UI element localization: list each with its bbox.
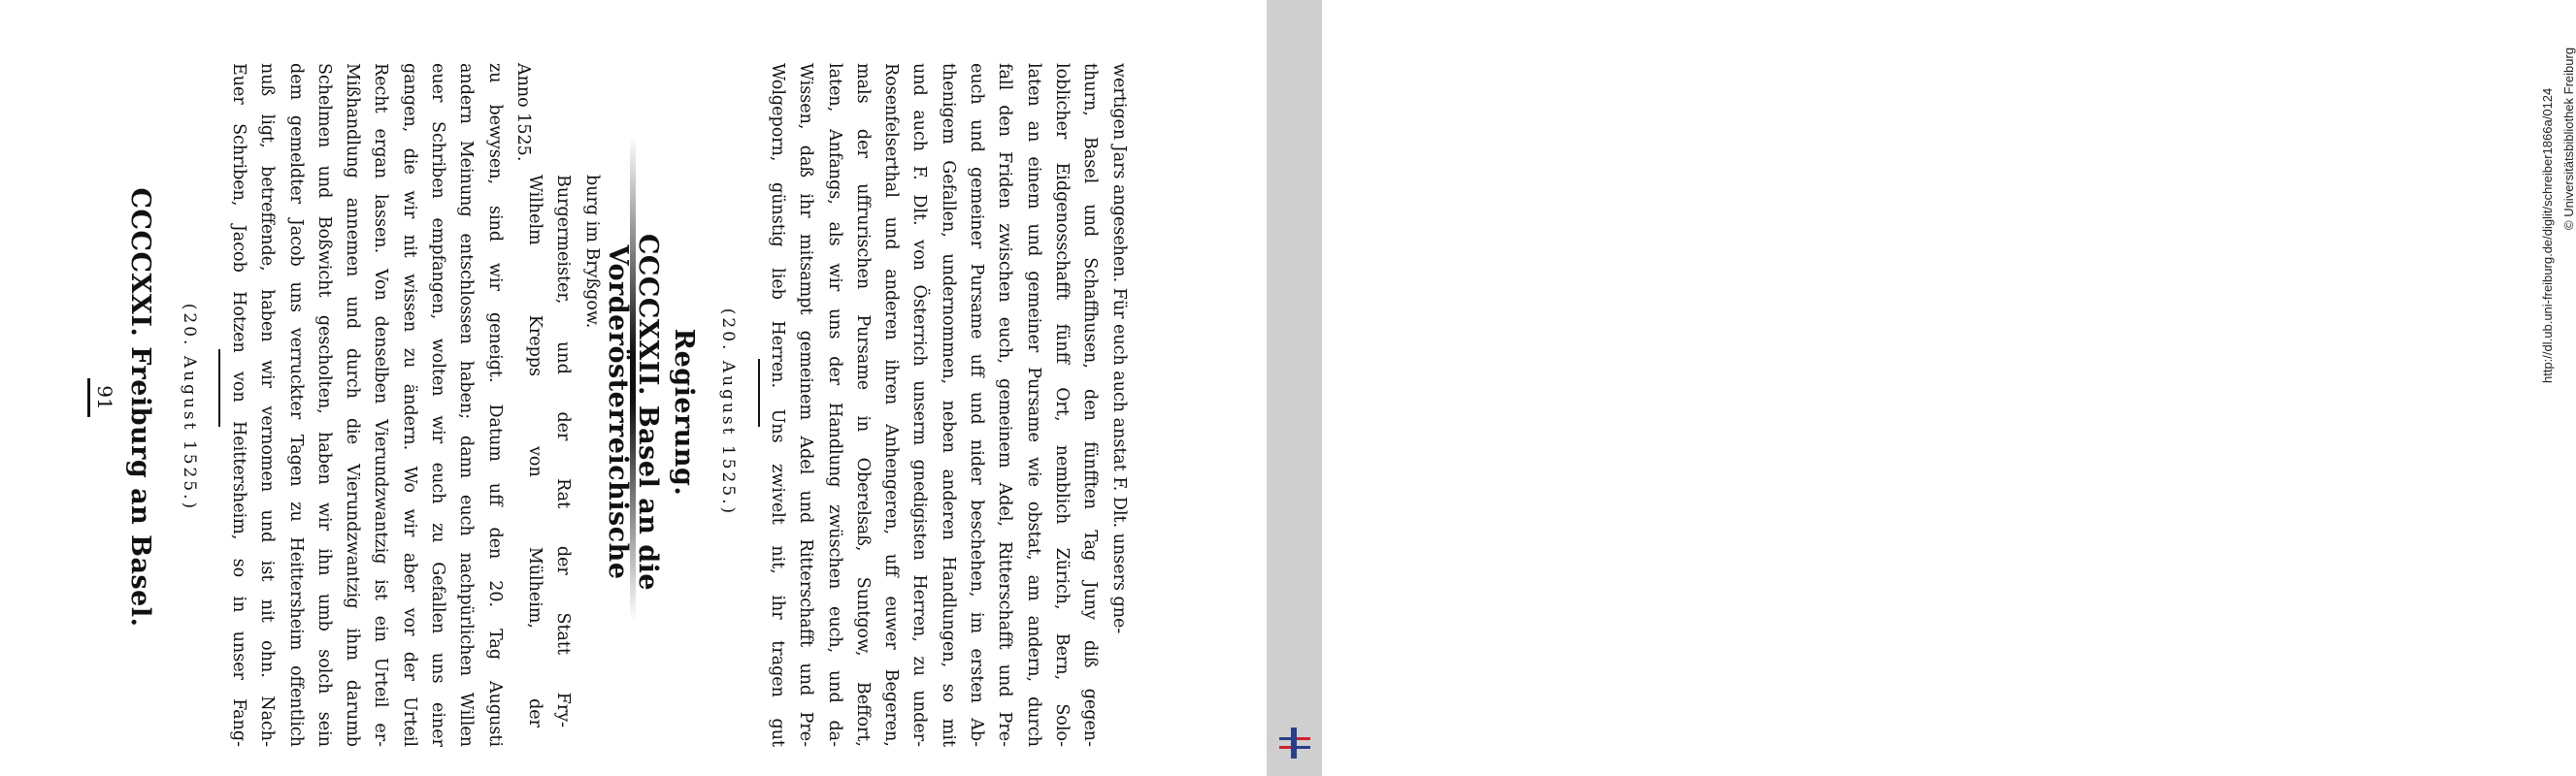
library-logo-icon[interactable] <box>1277 726 1312 760</box>
doc1-signature-line: Wilhelm Krepps von Mülheim, der <box>525 175 545 728</box>
page-number-rule <box>87 378 90 417</box>
doc2-heading-line2: Regierung. <box>669 328 699 497</box>
doc1-signature-line: burg im Bryßgow. <box>581 175 602 329</box>
doc2-text-line: wertigen Jars angesehen. Für euch auch anstat F. Dlt. unsers gne- <box>1108 63 1129 634</box>
viewer-sidebar <box>1267 0 2576 776</box>
doc1-text-line: Schelmen und Boßwicht gescholten, haben wir ihn umb solch sein <box>314 63 334 747</box>
source-url[interactable]: http://dl.ub.uni-freiburg.de/diglit/schreiber1866a/0124 <box>2540 87 2555 383</box>
doc2-text-line: thurn, Basel und Schaffhusen, den fünfften Tag Juny diß gegen- <box>1080 63 1101 747</box>
doc2-text-line: Wolgeporn, günstig lieb Herren. Uns zwivelt nit, ihr tragen gut <box>768 63 787 747</box>
doc2-text-line: und auch F. Dlt. von Österrich unserm gnedigisten Herren, zu under- <box>909 63 930 747</box>
page-number: 91 <box>93 385 116 410</box>
doc1-text-line: zu bewysen, sind wir geneigt. Datum uff den 20. Tag Augusti <box>484 63 505 747</box>
document-page <box>0 0 1267 776</box>
doc1-text-line: nuß ligt, betreffende, haben wir vernomen und ist nit ohn. Nach- <box>257 63 278 747</box>
doc1-text-line: andern Meinung entschlossen haben; dann euch nachpürlichen Willen <box>456 63 477 747</box>
doc2-text-line: Wissen, daß ihr mitsampt gemeinem Adel und Ritterschafft und Pre- <box>796 63 816 747</box>
doc1-text-line: gangen, die wir nit wissen zu ändern. Wo wir aber vor der Urteil <box>399 63 419 747</box>
doc1-signature-line: Burgermeister, und der Rat der Statt Fry- <box>553 175 574 728</box>
doc2-text-line: fall den Friden zwischen euch, gemeinem Adel, Ritterschafft und Pre- <box>995 63 1015 747</box>
doc2-text-line: euch und gemeiner Pursame uff und nider beschehen, im ersten Ab- <box>967 63 987 747</box>
doc2-text-line: Rosenfelserthal und anderen ihren Anhengeren, uff euwer Begeren, <box>881 63 902 747</box>
doc2-text-line: thenigem Gefallen, undernommen, neben anderen Handlungen, so mit <box>938 63 958 747</box>
doc2-text-line: mals der uffrurischen Pursame in Oberelsaß, Suntgow, Beffort, <box>852 63 873 747</box>
doc2-text-line: laten, Anfangs, als wir uns der Handlung zwüschen euch, und da- <box>824 63 844 747</box>
doc1-text-line: dem gemeldter Jacob uns verruckter Tagen zu Heittersheim offentlich <box>285 63 306 747</box>
copyright-notice: © Universitätsbibliothek Freiburg <box>2561 47 2576 230</box>
rotated-page-content <box>0 0 1267 776</box>
doc1-text-line: euer Schriben empfangen, wolten wir euch zu Gefallen uns einer <box>428 63 448 747</box>
doc2-heading-line1: CCCCXXII. Basel an die Vorderösterreichische <box>603 233 663 592</box>
doc1-text-line: Anno 1525. <box>513 63 533 162</box>
doc1-text-line: Euer Schriben, Jacob Hotzen von Heittersheim, so in unser Fang- <box>229 63 248 747</box>
doc1-text-line: Recht ergan lassen. Von denselben Vierundzwantzig ist ein Urteil er- <box>371 63 391 747</box>
doc1-rule <box>218 349 220 427</box>
doc1-text-line: Mißhandlung annemen und durch die Vierundzwantzig ihm darumb <box>343 63 363 747</box>
doc2-text-line: loblicher Eidgenosschafft fünff Ort, nemblich Zürich, Bern, Solo- <box>1052 63 1072 747</box>
doc1-heading: CCCCXXI. Freiburg an Basel. <box>125 187 155 628</box>
doc1-date: (20. August 1525.) <box>180 303 199 512</box>
doc2-text-line: laten an einem und gemeiner Pursame wie obstat, am andern, durch <box>1023 63 1043 747</box>
doc2-date: (20. August 1525.) <box>718 307 738 517</box>
doc2-rule <box>758 359 760 427</box>
